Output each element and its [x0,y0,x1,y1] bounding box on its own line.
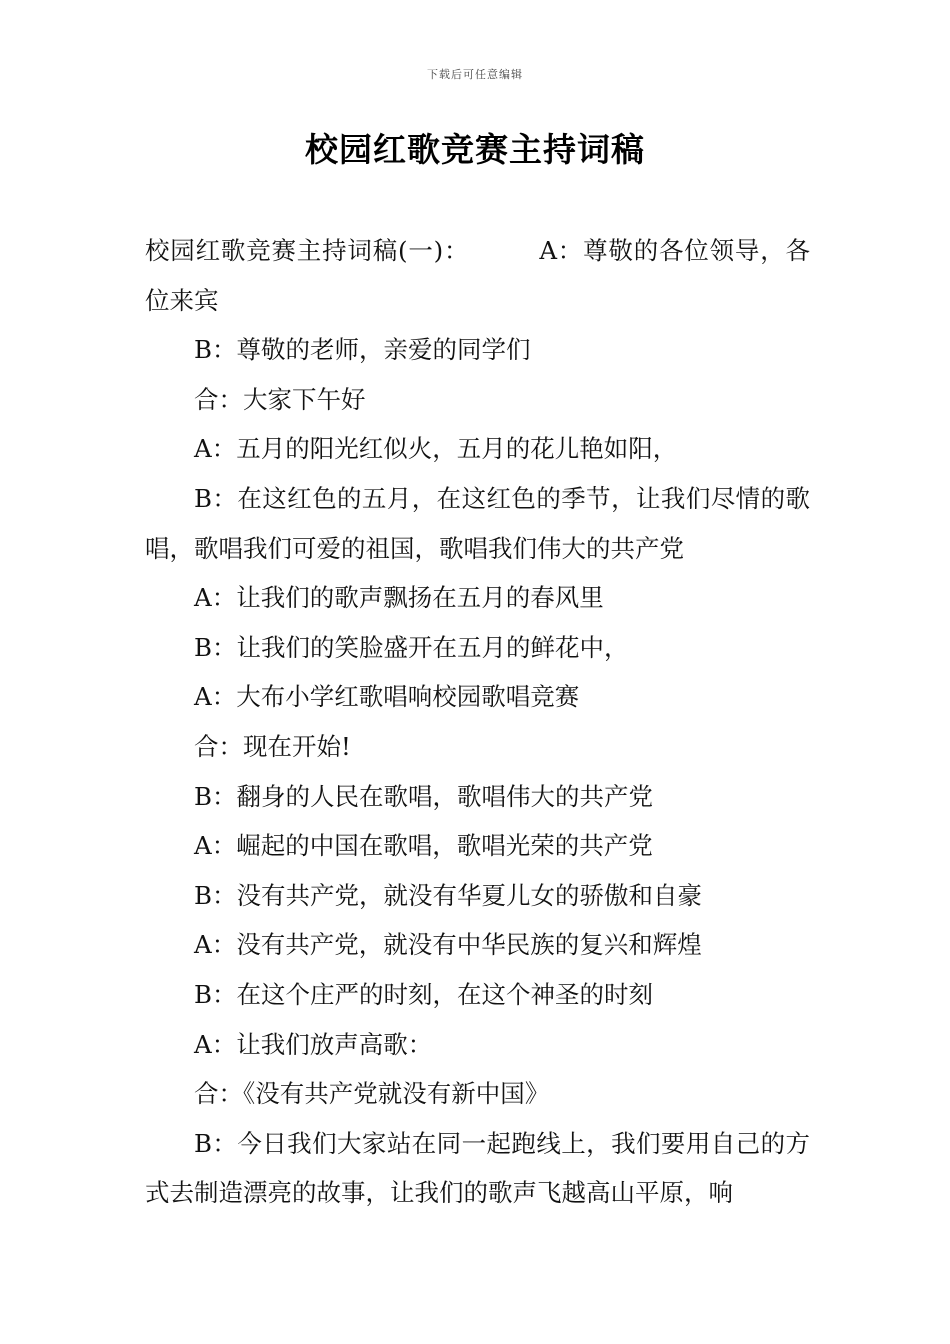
paragraph: B：在这个庄严的时刻，在这个神圣的时刻 [194,979,654,1009]
paragraph: A：没有共产党，就没有中华民族的复兴和辉煌 [194,930,702,960]
intro-heading: 校园红歌竞赛主持词稿(一)： [145,236,470,265]
paragraph: B：让我们的笑脸盛开在五月的鲜花中， [194,632,629,662]
paragraph: A：让我们放声高歌： [194,1029,433,1059]
header-note: 下载后可任意编辑 [427,68,523,81]
paragraph: 合：现在开始! [194,731,351,761]
intro-line: A：尊敬的各位领导，各位来宾 [145,236,810,315]
paragraph: A：大布小学红歌唱响校园歌唱竞赛 [194,682,580,712]
intro-paragraph [145,226,810,325]
paragraph: A：崛起的中国在歌唱，歌唱光荣的共产党 [194,831,653,861]
document-body [145,226,810,1218]
paragraph: 合：《没有共产党就没有新中国》 [194,1079,550,1109]
paragraph: B：尊敬的老师，亲爱的同学们 [194,335,531,365]
paragraph: B：今日我们大家站在同一起跑线上，我们要用自己的方式去制造漂亮的故事，让我们的歌声飞越高山平原，响 [145,1128,810,1208]
paragraph: B：在这红色的五月，在这红色的季节，让我们尽情的歌唱，歌唱我们可爱的祖国，歌唱我们伟大的共产党 [145,483,810,563]
paragraph: A：五月的阳光红似火，五月的花儿艳如阳， [194,434,678,464]
paragraph: 合：大家下午好 [194,384,366,414]
document-title: 校园红歌竞赛主持词稿 [305,130,645,169]
paragraph: A：让我们的歌声飘扬在五月的春风里 [194,583,604,613]
paragraph: B：没有共产党，就没有华夏儿女的骄傲和自豪 [194,880,703,910]
paragraph: B：翻身的人民在歌唱，歌唱伟大的共产党 [194,781,654,811]
